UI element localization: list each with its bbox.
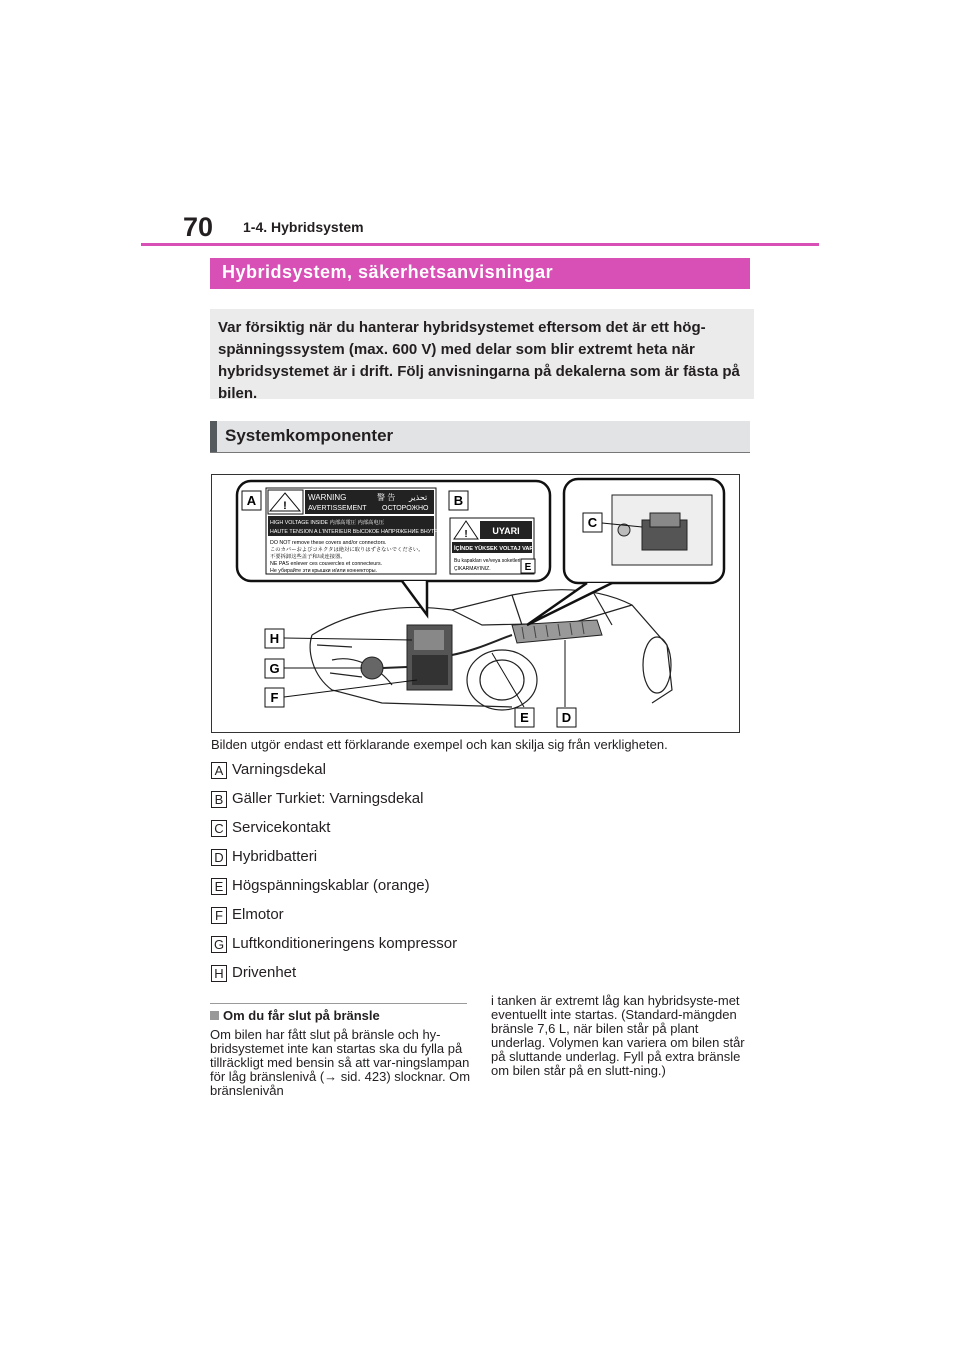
- fuel-text-right: i tanken är extremt låg kan hybridsyste-met eventuellt inte startas. (Standard-mängden bränsle 7,6 L, när bilen står på plant underlag. Volymen kan variera om bilen står på sluttande underlag. Fyll på extra bränsle om bilen står på en slutt-ning.): [491, 993, 745, 1078]
- service-plug-illustration: [612, 495, 712, 565]
- legend-tag: E: [211, 878, 227, 895]
- square-bullet-icon: [210, 1011, 219, 1020]
- label-b-line2: Bu kapakları ve/veya soketleri: [454, 558, 521, 564]
- system-components-figure: [211, 474, 740, 733]
- label-a-line5: 不要拆卸这些盖子和/或连接器。: [270, 554, 346, 560]
- section-title: Hybridsystem, säkerhetsanvisningar: [222, 262, 554, 282]
- legend-tag: B: [211, 791, 227, 808]
- callout-e-small-label: E: [524, 562, 532, 573]
- callout-c-label: C: [587, 515, 598, 530]
- legend-tag: H: [211, 965, 227, 982]
- fuel-divider: [210, 1003, 467, 1004]
- legend-tag: A: [211, 762, 227, 779]
- callout-e-label: E: [520, 710, 529, 725]
- legend-text: Luftkonditioneringens kompressor: [232, 935, 458, 952]
- legend-text: Varningsdekal: [232, 761, 326, 778]
- chapter-title: 1-4. Hybridsystem: [243, 219, 364, 235]
- legend-text: Drivenhet: [232, 964, 297, 981]
- label-b-line1: İÇİNDE YÜKSEK VOLTAJ VAR: [454, 546, 534, 552]
- legend-tag: D: [211, 849, 227, 866]
- legend-text: Elmotor: [232, 906, 284, 923]
- legend-text: Hybridbatteri: [232, 848, 318, 865]
- callout-d-label: D: [561, 710, 572, 725]
- page-number: 70: [183, 212, 214, 242]
- callout-g-label: G: [269, 661, 280, 676]
- label-a-avertissement: AVERTISSEMENT: [308, 505, 367, 512]
- label-a-line4: このカバーおよびコネクタは絶対に取りはずさないでください。: [270, 547, 424, 553]
- legend-tag: C: [211, 820, 227, 837]
- drive-unit-illustration: [361, 625, 452, 690]
- label-a-line7: Не убирайте эти крышки и/или коннекторы.: [270, 568, 378, 574]
- label-b-line3: ÇIKARMAYINIZ.: [454, 566, 491, 572]
- intro-text: Var försiktig när du hanterar hybridsystemet eftersom det är ett hög-spänningssystem (max. 600 V) med delar som blir extremt heta när hybridsystemet är i drift. Följ anvisningarna på dekalerna som är fästa på bilen.: [218, 319, 740, 402]
- legend-tag: G: [211, 936, 227, 953]
- subsection-title: Systemkomponenter: [225, 426, 394, 445]
- fuel-heading-text: Om du får slut på bränsle: [223, 1008, 380, 1023]
- legend-text: Gäller Turkiet: Varningsdekal: [232, 790, 424, 807]
- legend-tag: F: [211, 907, 227, 924]
- label-a-warning-ja: 警 告: [377, 493, 396, 502]
- section-title-bar: [210, 258, 750, 289]
- warning-label-a: [266, 488, 442, 574]
- callout-f-label: F: [270, 690, 279, 705]
- intro-box: [210, 309, 754, 402]
- label-a-warning-ar: تحذير: [409, 493, 428, 502]
- label-a-line2: HAUTE TENSION A L'INTERIEUR ВЫСОКОЕ НАПРЯЖЕНИЕ ВНУТРИ: [270, 529, 442, 535]
- label-a-ostorozhno: ОСТОРОЖНО: [382, 505, 429, 512]
- figure-caption: Bilden utgör endast ett förklarande exempel och kan skilja sig från verkligheten.: [211, 737, 668, 752]
- callout-b-label: B: [453, 493, 464, 508]
- svg-text:!: !: [464, 529, 468, 540]
- label-a-line6: NE PAS enlever ces couvercles et connecteurs.: [270, 561, 383, 567]
- fuel-text-left: Om bilen har fått slut på bränsle och hy-bridsystemet inte kan startas ska du fylla på tillräckligt med bensin så att var-ningslampan för låg bränslenivå (→ sid. 423) slocknar. Om bränslenivån: [210, 1027, 471, 1098]
- subsection-bar: [210, 421, 750, 452]
- legend-text: Högspänningskablar (orange): [232, 877, 430, 894]
- label-a-warning: WARNING: [308, 493, 347, 502]
- car-illustration: [310, 590, 672, 710]
- label-b-uyari: UYARI: [492, 526, 520, 536]
- callout-a-label: A: [246, 493, 257, 508]
- fuel-heading: [210, 1008, 380, 1023]
- label-a-line3: DO NOT remove these covers and/or connectors.: [270, 540, 387, 546]
- subsection-divider: [210, 452, 750, 453]
- label-a-line1: HIGH VOLTAGE INSIDE 内部高電圧 内部高电压: [270, 520, 384, 526]
- hybrid-battery-illustration: [452, 620, 602, 655]
- svg-text:!: !: [283, 500, 287, 512]
- callout-h-label: H: [269, 631, 280, 646]
- header-divider: [141, 243, 819, 246]
- legend-text: Servicekontakt: [232, 819, 331, 836]
